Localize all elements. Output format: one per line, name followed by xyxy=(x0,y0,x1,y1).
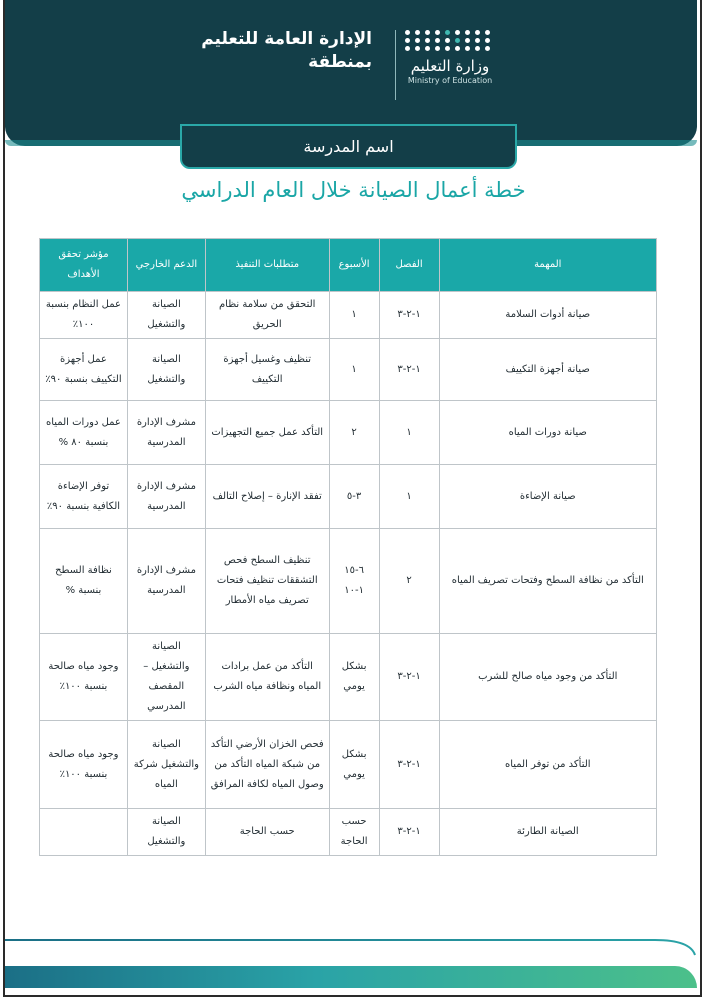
cell-task: التأكد من نظافة السطح وفتحات تصريف المياه xyxy=(439,529,657,634)
school-name-box: اسم المدرسة xyxy=(180,124,517,169)
cell-week: ٢ xyxy=(329,401,379,465)
cell-task: صيانة أدوات السلامة xyxy=(439,292,657,339)
cell-requirements: التأكد عمل جميع التجهيزات xyxy=(205,401,329,465)
cell-support: مشرف الإدارة المدرسية xyxy=(127,529,205,634)
cell-task: التأكد من توفر المياه xyxy=(439,721,657,809)
cell-support: الصيانة والتشغيل شركة المياه xyxy=(127,721,205,809)
cell-requirements: فحص الخزان الأرضي التأكد من شبكة المياه التأكد من وصول المياه لكافة المرافق xyxy=(205,721,329,809)
cell-support: الصيانة والتشغيل xyxy=(127,292,205,339)
cell-indicator: توفر الإضاءة الكافية بنسبة ٩٠٪ xyxy=(40,465,128,529)
footer-bar xyxy=(5,966,697,988)
cell-semester: ١ xyxy=(379,401,439,465)
table-row xyxy=(40,401,657,465)
cell-week: ٣-٥ xyxy=(329,465,379,529)
header-divider xyxy=(395,30,396,100)
cell-indicator: نظافة السطح بنسبة % xyxy=(40,529,128,634)
cell-requirements: تنظيف السطح فحص التشققات تنظيف فتحات تصريف مياه الأمطار xyxy=(205,529,329,634)
cell-semester: ٢ xyxy=(379,529,439,634)
cell-semester: ١-٢-٣ xyxy=(379,292,439,339)
cell-requirements: التحقق من سلامة نظام الحريق xyxy=(205,292,329,339)
cell-task: صيانة أجهزة التكييف xyxy=(439,339,657,401)
header-week: الأسبوع xyxy=(329,239,379,292)
header-support: الدعم الخارجي xyxy=(127,239,205,292)
cell-task: صيانة الإضاءة xyxy=(439,465,657,529)
table-header-row xyxy=(40,239,657,292)
cell-requirements: تفقد الإنارة – إصلاح التالف xyxy=(205,465,329,529)
footer-curve-line xyxy=(5,938,697,956)
cell-support: الصيانة والتشغيل xyxy=(127,809,205,856)
cell-task: صيانة دورات المياه xyxy=(439,401,657,465)
header-requirements: متطلبات التنفيذ xyxy=(205,239,329,292)
table-row xyxy=(40,809,657,856)
cell-task: الصيانة الطارئة xyxy=(439,809,657,856)
cell-support: الصيانة والتشغيل xyxy=(127,339,205,401)
ministry-name-ar: وزارة التعليم xyxy=(410,57,490,75)
cell-support: مشرف الإدارة المدرسية xyxy=(127,401,205,465)
table-row xyxy=(40,465,657,529)
cell-semester: ١ xyxy=(379,465,439,529)
ministry-name-en: Ministry of Education xyxy=(407,76,493,85)
org-title-line2: بمنطقة xyxy=(308,52,372,72)
table-row xyxy=(40,292,657,339)
cell-indicator: عمل دورات المياه بنسبة ٨٠ % xyxy=(40,401,128,465)
cell-week: ١ xyxy=(329,339,379,401)
maintenance-plan-table xyxy=(39,238,657,856)
org-title xyxy=(152,28,372,74)
cell-semester: ١-٢-٣ xyxy=(379,634,439,721)
cell-week: حسب الحاجة xyxy=(329,809,379,856)
cell-indicator: عمل أجهزة التكييف بنسبة ٩٠٪ xyxy=(40,339,128,401)
org-title-line1: الإدارة العامة للتعليم xyxy=(201,29,372,49)
cell-requirements: حسب الحاجة xyxy=(205,809,329,856)
header-indicator: مؤشر تحقق الأهداف xyxy=(40,239,128,292)
cell-indicator xyxy=(40,809,128,856)
table-row xyxy=(40,529,657,634)
cell-week: ٦-١٥ ١-١٠ xyxy=(329,529,379,634)
table-row xyxy=(40,339,657,401)
cell-indicator: وجود مياه صالحة بنسبة ١٠٠٪ xyxy=(40,721,128,809)
ministry-logo xyxy=(405,30,505,108)
cell-task: التأكد من وجود مياه صالح للشرب xyxy=(439,634,657,721)
cell-semester: ١-٢-٣ xyxy=(379,721,439,809)
cell-semester: ١-٢-٣ xyxy=(379,809,439,856)
cell-requirements: تنظيف وغسيل أجهزة التكييف xyxy=(205,339,329,401)
cell-week: بشكل يومي xyxy=(329,634,379,721)
plan-title: خطة أعمال الصيانة خلال العام الدراسي xyxy=(181,178,526,202)
cell-indicator: وجود مياه صالحة بنسبة ١٠٠٪ xyxy=(40,634,128,721)
header-task: المهمة xyxy=(439,239,657,292)
cell-week: ١ xyxy=(329,292,379,339)
cell-semester: ١-٢-٣ xyxy=(379,339,439,401)
cell-support: مشرف الإدارة المدرسية xyxy=(127,465,205,529)
cell-week: بشكل يومي xyxy=(329,721,379,809)
logo-dots-icon xyxy=(405,30,505,51)
cell-requirements: التأكد من عمل برادات المياه ونظافة مياه الشرب xyxy=(205,634,329,721)
cell-indicator: عمل النظام بنسبة ١٠٠٪ xyxy=(40,292,128,339)
table-row xyxy=(40,634,657,721)
header-semester: الفصل xyxy=(379,239,439,292)
table-row xyxy=(40,721,657,809)
cell-support: الصيانة والتشغيل – المقصف المدرسي xyxy=(127,634,205,721)
